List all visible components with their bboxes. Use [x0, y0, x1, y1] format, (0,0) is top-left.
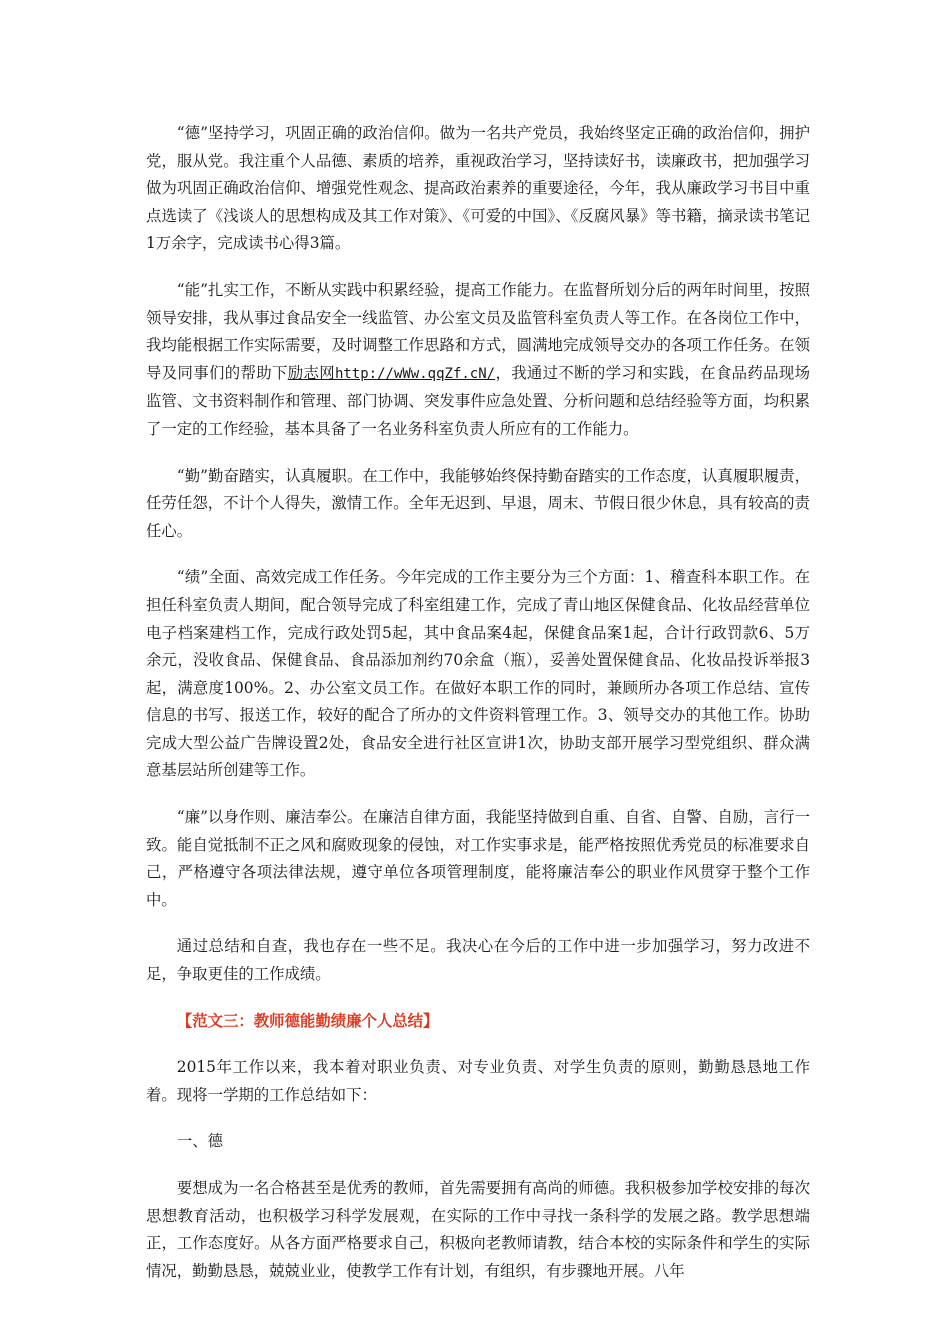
- paragraph-teacher-de: 要想成为一名合格甚至是优秀的教师，首先需要拥有高尚的师德。我积极参加学校安排的每次思想教育活动，也积极学习科学发展观，在实际的工作中寻找一条科学的发展之路。教学思想端正，工作态度好。从各方面严格要求自己，积极向老教师请教，结合本校的实际条件和学生的实际情况，勤勤恳恳，兢兢业业，使教学工作有计划，有组织，有步骤地开展。八年: [146, 1179, 810, 1280]
- paragraph-ji: “绩”全面、高效完成工作任务。今年完成的工作主要分为三个方面：1、稽查科本职工作。在担任科室负责人期间，配合领导完成了科室组建工作，完成了青山地区保健食品、化妆品经营单位电子档案建档工作，完成行政处罚5起，其中食品案4起，保健食品案1起，合计行政罚款6、5万余元，没收食品、保健食品、食品添加剂约70余盒（瓶），妥善处置保健食品、化妆品投诉举报3起，满意度100%。2、办公室文员工作。在做好本职工作的同时，兼顾所办各项工作总结、宣传信息的书写、报送工作，较好的配合了所办的文件资料管理工作。3、领导交办的其他工作。协助完成大型公益广告牌设置2处，食品安全进行社区宣讲1次，协助支部开展学习型党组织、群众满意基层站所创建等工作。: [146, 568, 810, 780]
- lizhi-url-link[interactable]: http://wWw.qqZf.cN/: [334, 365, 496, 382]
- paragraph-qin: “勤”勤奋踏实，认真履职。在工作中，我能够始终保持勤奋踏实的工作态度，认真履职履责，任劳任怨，不计个人得失，激情工作。全年无迟到、早退，周末、节假日很少休息，具有较高的责任心。: [146, 466, 810, 540]
- paragraph-conclusion: 通过总结和自查，我也存在一些不足。我决心在今后的工作中进一步加强学习，努力改进不足，争取更佳的工作成绩。: [146, 937, 810, 984]
- paragraph-de: “德”坚持学习，巩固正确的政治信仰。做为一名共产党员，我始终坚定正确的政治信仰，拥护党，服从党。我注重个人品德、素质的培养，重视政治学习，坚持读好书，读廉政书，把加强学习做为巩固正确政治信仰、增强党性观念、提高政治素养的重要途径，今年，我从廉政学习书目中重点选读了《浅谈人的思想构成及其工作对策》、《可爱的中国》、《反腐风暴》等书籍，摘录读书笔记1万余字，完成读书心得3篇。: [146, 124, 810, 253]
- paragraph-neng-text-before: “能”扎实工作，不断从实践中积累经验，提高工作能力。在监督所划分后的两年时间里，按照领导安排，我从事过食品安全一线监管、办公室文员及监管科室负责人等工作。在各岗位工作中，我均能根据工作实际需要，及时调整工作思路和方式，圆满地完成领导交办的各项工作任务。在领导及同事们的帮助下: [146, 280, 810, 382]
- lizhi-link[interactable]: 励志网: [287, 363, 335, 382]
- paragraph-neng-text-after: ，我通过不断的学习和实践，在食品药品现场监管、文书资料制作和管理、部门协调、突发事件应急处置、分析问题和总结经验等方面，均积累了一定的工作经验，基本具备了一名业务科室负责人所应有的工作能力。: [146, 363, 810, 438]
- paragraph-intro-3: 2015年工作以来，我本着对职业负责、对专业负责、对学生负责的原则，勤勤恳恳地工作着。现将一学期的工作总结如下：: [146, 1058, 810, 1104]
- document-page: [146, 120, 810, 1304]
- section-title-de: 一、德: [176, 1132, 223, 1151]
- section-heading-fanwen-3: 【范文三：教师德能勤绩廉个人总结】: [176, 1011, 439, 1030]
- paragraph-lian: “廉”以身作则、廉洁奉公。在廉洁自律方面，我能坚持做到自重、自省、自警、自励，言行一致。能自觉抵制不正之风和腐败现象的侵蚀，对工作实事求是，能严格按照优秀党员的标准要求自己，严格遵守各项法律法规，遵守单位各项管理制度，能将廉洁奉公的职业作风贯穿于整个工作中。: [146, 808, 810, 909]
- paragraph-neng: [146, 277, 810, 444]
